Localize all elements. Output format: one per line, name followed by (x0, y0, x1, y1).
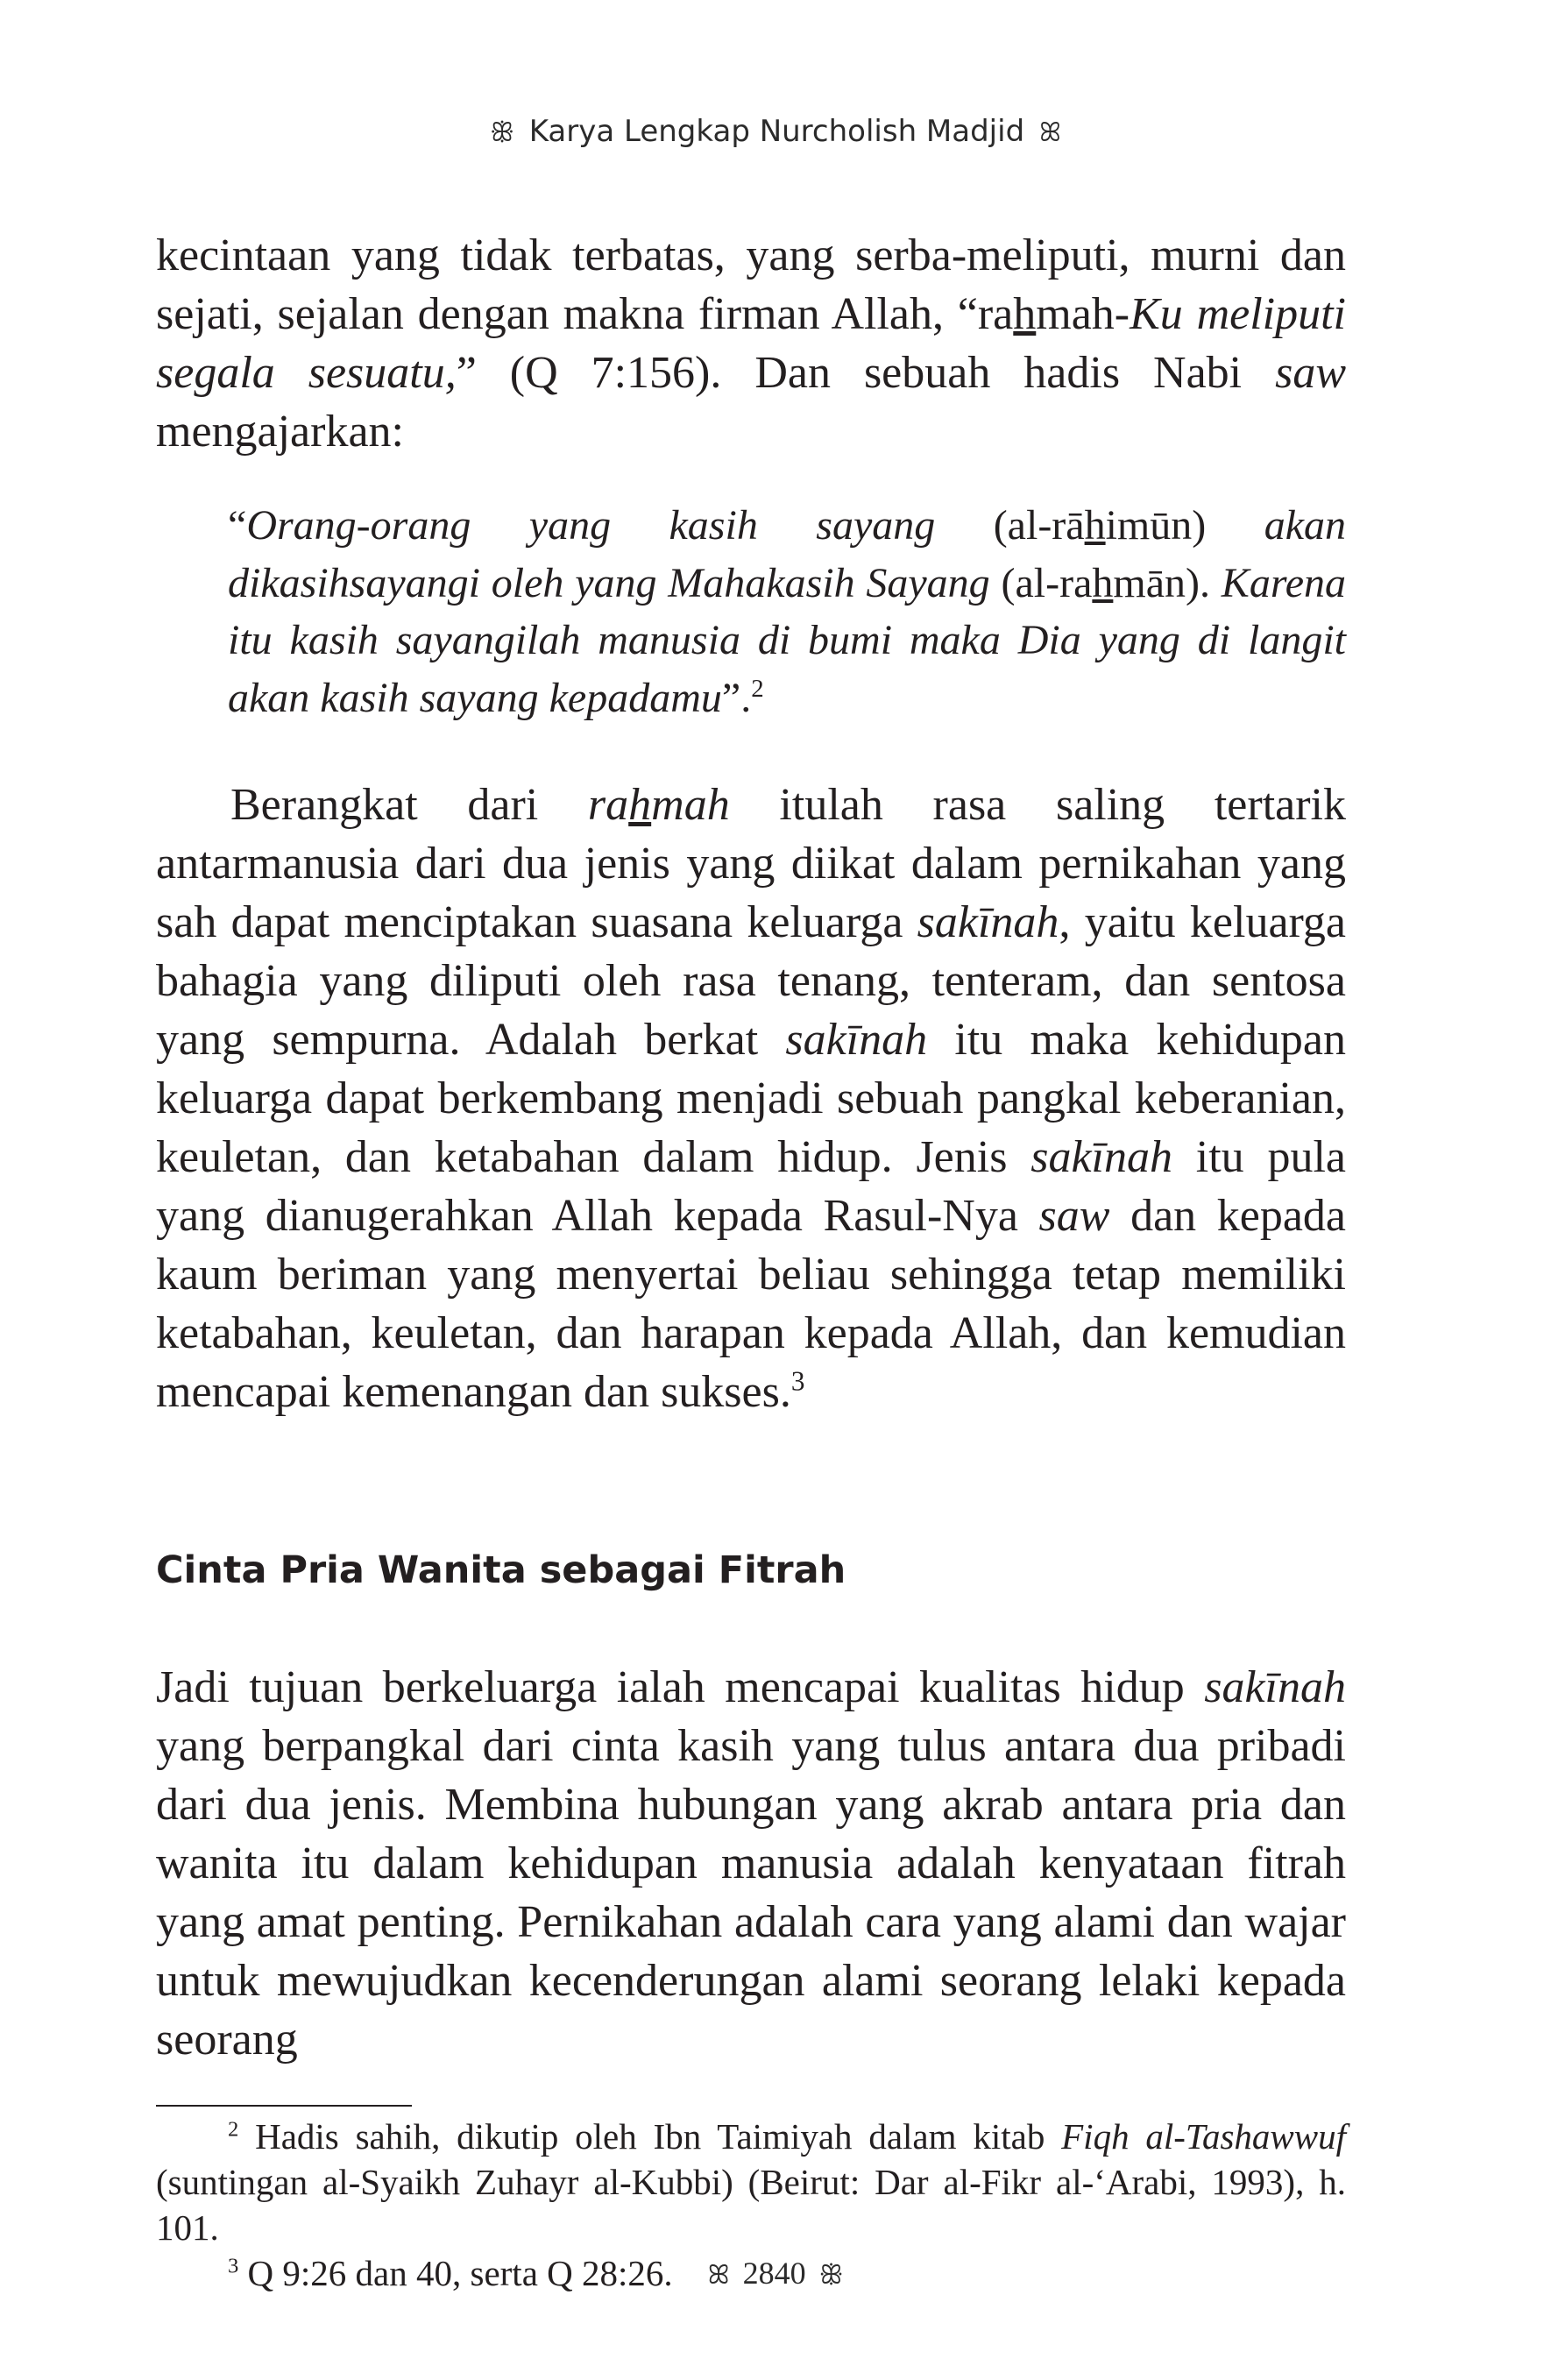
header-title: Karya Lengkap Nurcholish Madjid (528, 114, 1025, 149)
paragraph-3: Jadi tujuan berkeluarga ialah mencapai kualitas hidup sakīnah yang berpangkal dari cinta kasih yang tulus antara dua pribadi dari dua jenis. Membina hubungan yang akrab antara pria dan wanita itu dalam kehidupan manusia adalah kenyataan fitrah yang amat penting. Pernikahan adalah cara yang alami dan wajar untuk mewujudkan kecenderungan alami seorang lelaki kepada seorang (156, 1662, 1346, 2065)
footnote-ref-3[interactable]: 3 (790, 1365, 805, 1397)
footnote-divider (156, 2105, 412, 2107)
paragraph-2: Berangkat dari rahmah itulah rasa saling tertarik antarmanusia dari dua jenis yang diikat dalam pernikahan yang sah dapat menciptakan suasana keluarga sakīnah, yaitu keluarga bahagia yang diliputi oleh rasa tenang, tenteram, dan sentosa yang sempurna. Adalah berkat sakīnah itu maka kehidupan keluarga dapat berkembang menjadi sebuah pangkal keberanian, keuletan, dan ketabahan dalam hidup. Jenis sakīnah itu pula yang dianugerahkan Allah kepada Rasul-Nya saw dan kepada kaum beriman yang menyertai beliau sehingga tetap memiliki ketabahan, keuletan, dan harapan kepada Allah, dan kemudian mencapai kemenangan dan sukses.$^3$ (156, 780, 1347, 1417)
page-footer (0, 2255, 1551, 2291)
hadith-quote: “Orang-orang yang kasih sayang (al-rāhimūn) akan dikasihsayangi oleh yang Mahakasih Sayang (al-rahmān). Karena itu kasih sayangilah manusia di bumi maka Dia yang di langit akan kasih sayang kepadamu”.$^2$ (228, 502, 1347, 721)
footnote-2: $^2$ Hadis sahih, dikutip oleh Ibn Taimiyah dalam kitab Fiqh al-Tashawwuf (suntingan al-Syaikh Zuhayr al-Kubbi) (Beirut: Dar al-Fikr al-‘Arabi, 1993), h. 101. (156, 2116, 1347, 2248)
paragraph-1: kecintaan yang tidak terbatas, yang serba-meliputi, murni dan sejati, sejalan dengan makna firman Allah, “rahmah-Ku meliputi segala sesuatu,” (Q 7:156). Dan sebuah hadis Nabi saw mengajarkan: (156, 230, 1347, 457)
footnote-3: $^3$ Q 9:26 dan 40, serta Q 28:26. (228, 2253, 673, 2293)
page-body (156, 226, 1346, 2296)
left-ornament-icon: ꕤ (707, 2260, 730, 2291)
right-ornament-icon: ꕤ (1038, 117, 1061, 148)
page-number: 2840 (742, 2256, 806, 2291)
right-ornament-icon: ꕥ (818, 2260, 844, 2291)
left-ornament-icon: ꕥ (490, 117, 514, 148)
section-heading: Cinta Pria Wanita sebagai Fitrah (156, 1548, 846, 1592)
footnote-ref-2[interactable]: 2 (751, 674, 764, 703)
running-header (0, 114, 1551, 149)
